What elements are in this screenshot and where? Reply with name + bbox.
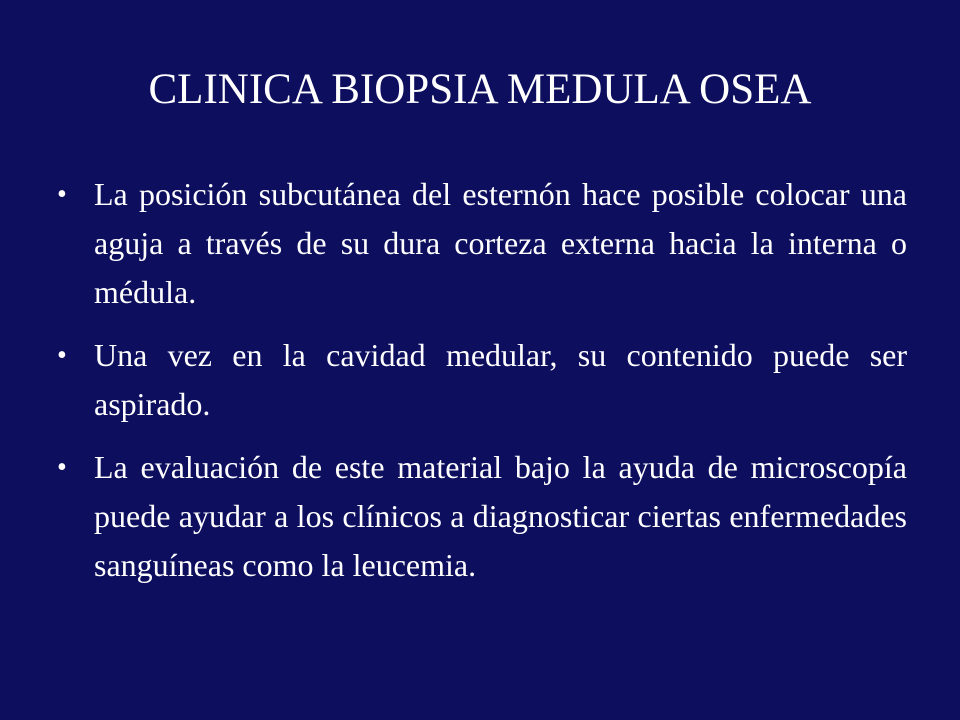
bullet-text-3: La evaluación de este material bajo la ayuda de microscopía puede ayudar a los clínicos a diagnosticar ciertas enfermedades sanguíneas como la leucemia. [94, 449, 907, 583]
bullet-marker-icon: • [57, 452, 67, 483]
bullet-item-3 [57, 443, 907, 590]
bullet-item-2 [57, 331, 907, 429]
bullet-text-1: La posición subcutánea del esternón hace posible colocar una aguja a través de su dura corteza externa hacia la interna o médula. [94, 176, 907, 310]
bullet-marker-icon: • [57, 340, 67, 371]
slide-title: CLINICA BIOPSIA MEDULA OSEA [148, 66, 812, 113]
bullet-text-2: Una vez en la cavidad medular, su contenido puede ser aspirado. [94, 337, 907, 422]
bullet-item-1 [57, 170, 907, 317]
bullet-marker-icon: • [57, 179, 67, 210]
bullet-list [57, 170, 907, 604]
